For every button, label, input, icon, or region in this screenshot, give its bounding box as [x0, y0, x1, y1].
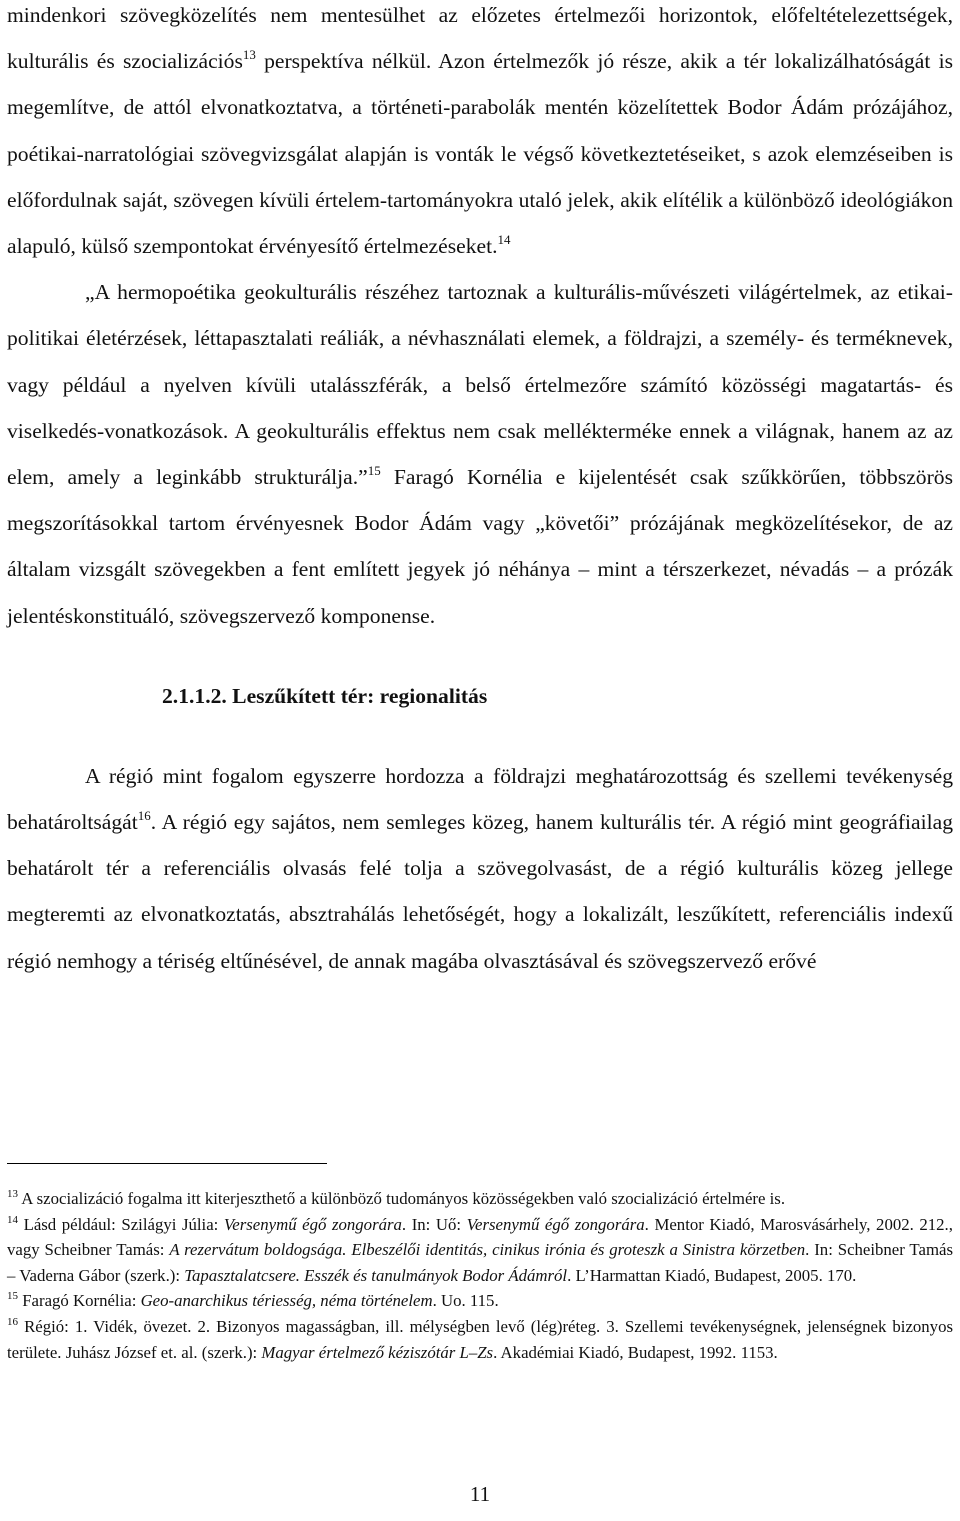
footnote-text: A szocializáció fogalma itt kiterjeszthető a különböző tudományos közösségekben való szocializáció értelmére is. [18, 1189, 786, 1208]
quotation-text: „A hermopoétika geokulturális részéhez tartoznak a kulturális-művészeti világértelmek, az etikai-politikai életérzések, léttapasztalati reáliák, a névhasználati elemek, a földrajzi, a személy- és terméknevek, vagy például a nyelven kívüli utalásszférák, a belső értelmezőre számító közösségi magatartás- és viselkedés-vonatkozások. A geokulturális effektus nem csak mellékterméke ennek a világnak, hanem az az elem, amely a leginkább strukturálja.” [7, 280, 953, 490]
paragraph-1 [7, 0, 953, 269]
section-heading: 2.1.1.2. Leszűkített tér: regionalitás [162, 683, 488, 708]
footnotes [7, 1186, 953, 1365]
footnote-text: . L’Harmattan Kiadó, Budapest, 2005. 170. [567, 1265, 857, 1285]
footnote-ref-15[interactable]: 15 [367, 463, 381, 479]
footnote-title: A rezervátum boldogsága. Elbeszélői identitás, cinikus irónia és groteszk a Sinistra körzetben [169, 1240, 806, 1260]
footnote-title: Geo-anarchikus tériesség, néma történelem [140, 1291, 433, 1311]
footnote-ref-16[interactable]: 16 [137, 808, 151, 824]
footnote-number: 13 [7, 1188, 18, 1200]
footnote-text: . Akadémiai Kiadó, Budapest, 1992. 1153. [493, 1342, 778, 1362]
footnote-text: Régió: 1. Vidék, övezet. 2. Bizonyos magasságban, ill. mélységben levő (lég)réteg. 3. Szellemi tevékenységnek, jelenségnek bizonyos területe. Juhász József et. al. (szerk.): [7, 1316, 953, 1362]
footnote-13 [7, 1186, 953, 1212]
footnote-ref-14[interactable]: 14 [497, 232, 511, 248]
paragraph-text: A régió mint fogalom egyszerre hordozza a földrajzi meghatározottság és szellemi tevékenység behatároltságát [7, 763, 953, 835]
footnote-text: . Uo. 115. [432, 1291, 499, 1311]
paragraph-text: mindenkori szövegközelítés nem mentesülhet az előzetes értelmezői horizontok, előfeltételezettségek, kulturális és szocializációs [7, 3, 953, 74]
paragraph-3 [7, 753, 953, 984]
paragraph-2 [7, 269, 953, 639]
footnote-ref-13[interactable]: 13 [242, 47, 256, 63]
footnote-title: Tapasztalatcsere. Esszék és tanulmányok Bodor Ádámról [184, 1265, 568, 1285]
footnote-title: Versenymű égő zongorára [223, 1214, 402, 1234]
paragraph-text: . A régió egy sajátos, nem semleges közeg, hanem kulturális tér. A régió mint geográfiailag behatárolt tér a referenciális olvasás felé tolja a szövegolvasást, de a régió kulturális közeg jellege megteremti az elvonatkoztatás, absztrahálás lehetőségét, hogy a lokalizált, leszűkített, referenciális indexű régió nemhogy a tériség eltűnésével, de annak magába olvasztásával és szövegszervező erővé [7, 810, 953, 973]
footnote-number: 14 [7, 1213, 18, 1226]
footnote-number: 15 [7, 1290, 18, 1303]
paragraph-text: perspektíva nélkül. Azon értelmezők jó része, akik a tér lokalizálhatóságát is megemlítve, de attól elvonatkoztatva, a történeti-parabolák mentén közelítettek Bodor Ádám prózájához, poétikai-narratológiai szövegvizsgálat alapján is vonták le végső következtetéseiket, s azok elemzéseiben is előfordulnak saját, szövegen kívüli értelem-tartományokra utaló jelek, akik elítélik a különböző ideológiákon alapuló, külső szempontokat érvényesítő értelmezéseket. [7, 49, 953, 259]
footnote-text: . In: Scheibner Tamás – Vaderna Gábor (szerk.): [7, 1240, 953, 1285]
footnote-text: . In: Uő: [401, 1214, 467, 1234]
paragraph-text: Faragó Kornélia e kijelentését csak szűkkörűen, többszörös megszorításokkal tartom érvényesnek Bodor Ádám vagy „követői” prózájának megközelítésekor, de az általam vizsgált szövegekben a fent említett jegyek jó néhánya – mint a térszerkezet, névadás – a prózák jelentéskonstituáló, szövegszervező komponense. [7, 465, 953, 628]
footnote-text: Lásd például: Szilágyi Júlia: [18, 1214, 224, 1234]
footnote-14 [7, 1212, 953, 1289]
footnote-title: Versenymű égő zongorára [466, 1214, 645, 1234]
footnote-15 [7, 1288, 953, 1314]
footnote-separator [7, 1163, 327, 1164]
page-number: 11 [469, 1482, 491, 1506]
footnote-number: 16 [7, 1315, 18, 1328]
footnote-text: Faragó Kornélia: [18, 1291, 141, 1311]
footnote-title: Magyar értelmező kéziszótár L–Zs [261, 1342, 494, 1362]
footnote-16 [7, 1314, 953, 1365]
footnote-text: . Mentor Kiadó, Marosvásárhely, 2002. 212., vagy Scheibner Tamás: [7, 1214, 953, 1260]
document-page [7, 0, 953, 1362]
